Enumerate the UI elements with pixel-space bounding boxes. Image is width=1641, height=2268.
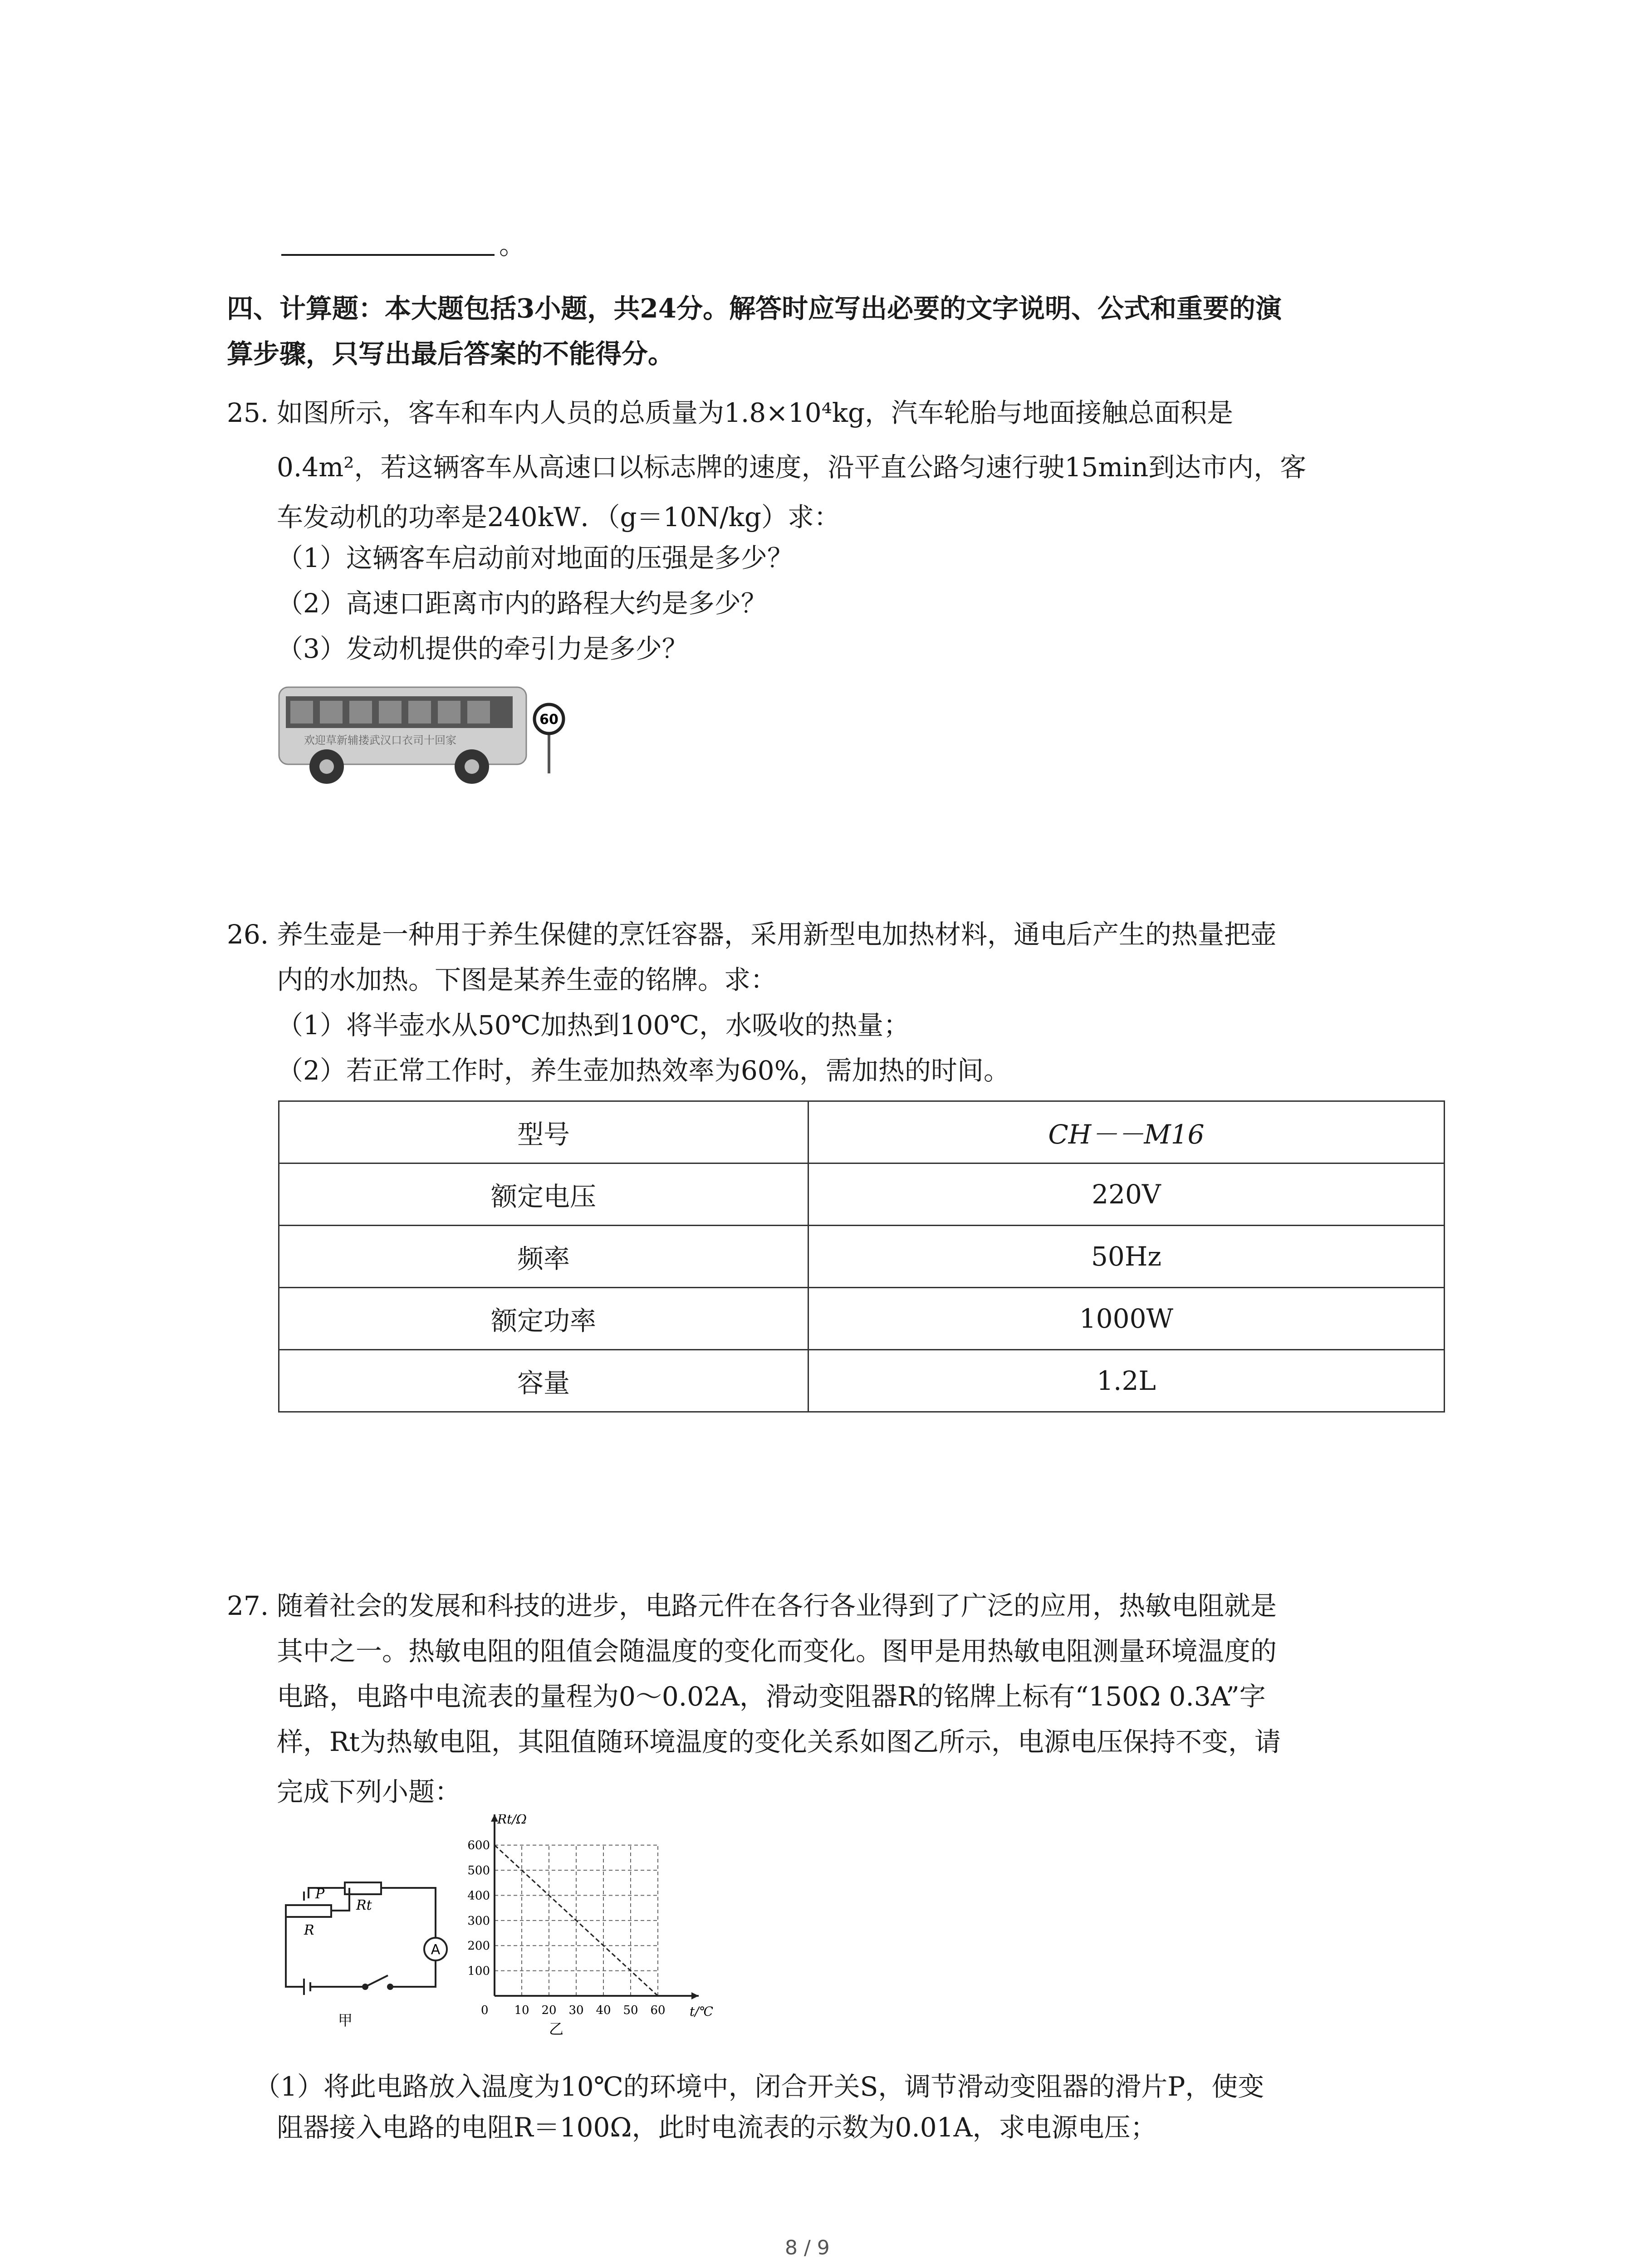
q25-sub2: （2）高速口距离市内的路程大约是多少？ bbox=[277, 588, 767, 619]
bus-figure bbox=[277, 676, 572, 794]
table-row bbox=[279, 1288, 1445, 1350]
y-tick-label: 400 bbox=[467, 1889, 490, 1903]
y-tick-label: 500 bbox=[467, 1864, 490, 1878]
rheostat-label: R bbox=[304, 1922, 314, 1938]
q27-number: 27. bbox=[227, 1590, 269, 1621]
table-row bbox=[279, 1350, 1445, 1412]
slider-label: P bbox=[315, 1886, 325, 1902]
spec-value: 1.2L bbox=[808, 1350, 1445, 1412]
x-tick-label: 30 bbox=[568, 2004, 584, 2017]
q27-line5: 完成下列小题： bbox=[277, 1776, 461, 1807]
y-tick-label: 300 bbox=[467, 1914, 490, 1928]
thermistor-label: Rt bbox=[356, 1897, 372, 1913]
circuit-diagram bbox=[277, 1860, 449, 2032]
x-axis-label: t/℃ bbox=[690, 2004, 714, 2019]
q25-sub3: （3）发动机提供的牵引力是多少？ bbox=[277, 633, 688, 664]
end-mark: 。 bbox=[499, 230, 526, 260]
spec-value: 50Hz bbox=[808, 1226, 1445, 1288]
bus-banner: 欢迎草新辅搂武汉口衣司十回家 bbox=[304, 734, 456, 747]
spec-key: 频率 bbox=[279, 1226, 808, 1288]
speed-limit-value: 60 bbox=[539, 712, 558, 728]
figure-caption-yi: 乙 bbox=[549, 2020, 564, 2037]
spec-table bbox=[278, 1100, 1445, 1413]
spec-key: 型号 bbox=[279, 1101, 808, 1163]
chart-grid bbox=[491, 1814, 699, 1999]
q25-number: 25. bbox=[227, 397, 269, 428]
q27-line4: 样，Rt为热敏电阻，其阻值随环境温度的变化关系如图乙所示，电源电压保持不变，请 bbox=[277, 1726, 1281, 1757]
q26-sub1: （1）将半壶水从50℃加热到100℃，水吸收的热量； bbox=[277, 1010, 910, 1041]
q26-number: 26. bbox=[227, 919, 269, 950]
table-row bbox=[279, 1226, 1445, 1288]
ammeter-label: A bbox=[431, 1942, 441, 1958]
q25-line3: 车发动机的功率是240kW．（g＝10N/kg）求： bbox=[277, 502, 840, 533]
y-tick-label: 600 bbox=[467, 1838, 490, 1853]
table-row bbox=[279, 1163, 1445, 1226]
spec-key: 容量 bbox=[279, 1350, 808, 1412]
section-heading-line1: 四、计算题：本大题包括3小题，共24分。解答时应写出必要的文字说明、公式和重要的演 bbox=[227, 293, 1282, 324]
table-row bbox=[279, 1101, 1445, 1163]
spec-key: 额定功率 bbox=[279, 1288, 808, 1350]
y-tick-label: 200 bbox=[467, 1939, 490, 1953]
page-number: 8 / 9 bbox=[785, 2236, 830, 2259]
y-tick-label: 100 bbox=[467, 1964, 490, 1978]
x-tick-label: 50 bbox=[623, 2004, 638, 2017]
spec-value: 1000W bbox=[808, 1288, 1445, 1350]
q26-line1: 养生壶是一种用于养生保健的烹饪容器，采用新型电加热材料，通电后产生的热量把壶 bbox=[277, 919, 1277, 950]
answer-blank bbox=[281, 227, 495, 256]
x-tick-label: 60 bbox=[650, 2004, 666, 2017]
spec-value: 220V bbox=[808, 1163, 1445, 1226]
q27-sub1-line1: （1）将此电路放入温度为10℃的环境中，闭合开关S，调节滑动变阻器的滑片P，使变 bbox=[254, 2071, 1264, 2102]
q27-sub1-line2: 阻器接入电路的电阻R＝100Ω，此时电流表的示数为0.01A，求电源电压； bbox=[277, 2112, 1157, 2143]
q25-sub1: （1）这辆客车启动前对地面的压强是多少？ bbox=[277, 543, 794, 573]
section-heading-line2: 算步骤，只写出最后答案的不能得分。 bbox=[227, 338, 675, 369]
x-tick-labels bbox=[514, 2004, 665, 2017]
q26-sub2: （2）若正常工作时，养生壶加热效率为60%，需加热的时间。 bbox=[277, 1055, 1010, 1086]
q27-line2: 其中之一。热敏电阻的阻值会随温度的变化而变化。图甲是用热敏电阻测量环境温度的 bbox=[277, 1636, 1277, 1667]
q25-line2: 0.4m²，若这辆客车从高速口以标志牌的速度，沿平直公路匀速行驶15min到达市内，客 bbox=[277, 452, 1307, 483]
y-tick-labels bbox=[467, 1839, 490, 1978]
x-tick-label: 10 bbox=[514, 2004, 529, 2017]
q26-line2: 内的水加热。下图是某养生壶的铭牌。求： bbox=[277, 964, 777, 995]
spec-key: 额定电压 bbox=[279, 1163, 808, 1226]
rt-chart bbox=[463, 1814, 717, 2037]
x-tick-label: 40 bbox=[596, 2004, 611, 2017]
figure-caption-jia: 甲 bbox=[338, 2012, 353, 2029]
x-tick-label: 20 bbox=[541, 2004, 557, 2017]
q27-line1: 随着社会的发展和科技的进步，电路元件在各行各业得到了广泛的应用，热敏电阻就是 bbox=[277, 1590, 1277, 1621]
q27-line3: 电路，电路中电流表的量程为0～0.02A，滑动变阻器R的铭牌上标有“150Ω 0.3A”字 bbox=[277, 1681, 1266, 1712]
spec-value: CH－－M16 bbox=[808, 1101, 1445, 1163]
origin-label: 0 bbox=[481, 2004, 489, 2017]
q25-line1: 如图所示，客车和车内人员的总质量为1.8×10⁴kg，汽车轮胎与地面接触总面积是 bbox=[277, 397, 1234, 428]
y-axis-label: Rt/Ω bbox=[497, 1814, 527, 1827]
